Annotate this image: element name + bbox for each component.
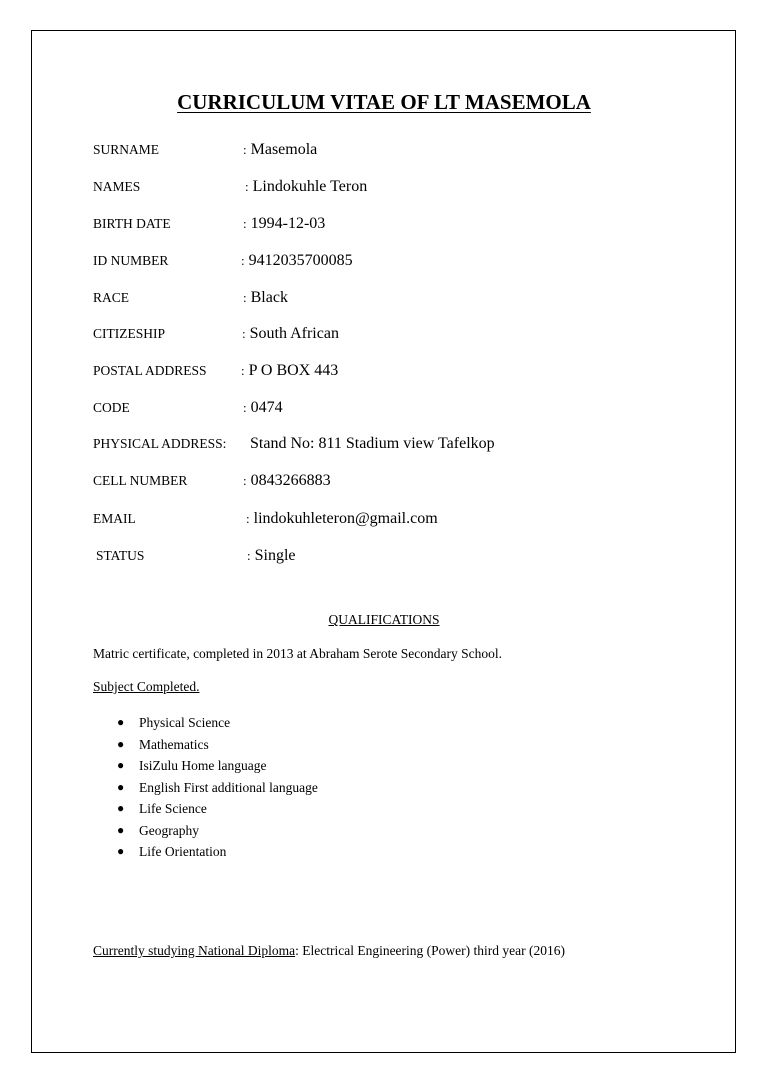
- bullet-icon: ●: [117, 715, 125, 729]
- detail-row-cell-number: [93, 467, 713, 491]
- detail-row-race: [93, 284, 713, 308]
- detail-label: CODE: [93, 400, 130, 415]
- detail-value: : Single: [247, 547, 296, 564]
- list-item: ● Mathematics: [93, 734, 318, 756]
- subjects-heading: Subject Completed.: [93, 679, 200, 694]
- detail-row-citizenship: [93, 320, 713, 344]
- list-item: ● Geography: [93, 820, 318, 842]
- bullet-icon: ●: [117, 801, 125, 815]
- bullet-icon: ●: [117, 779, 125, 794]
- page-title: CURRICULUM VITAE OF LT MASEMOLA: [177, 90, 591, 114]
- list-item: ● English First additional language: [93, 777, 318, 799]
- detail-label: STATUS: [96, 548, 145, 563]
- detail-value: : lindokuhleteron@gmail.com: [246, 510, 438, 527]
- detail-row-names: [93, 173, 713, 197]
- bullet-icon: ●: [117, 844, 125, 858]
- detail-row-postal-address: [93, 357, 713, 381]
- detail-label: BIRTH DATE: [93, 216, 171, 231]
- currently-studying-detail: : Electrical Engineering (Power) third year (2016): [295, 943, 566, 958]
- list-item: ● Life Science: [93, 798, 318, 820]
- detail-row-physical-address: [93, 430, 713, 454]
- matric-text: Matric certificate, completed in 2013 at Abraham Serote Secondary School.: [93, 646, 502, 661]
- detail-label: SURNAME: [93, 142, 160, 157]
- detail-value: Stand No: 811 Stadium view Tafelkop: [250, 435, 495, 452]
- detail-row-status: [93, 542, 713, 566]
- bullet-icon: ●: [117, 736, 125, 751]
- detail-label: ID NUMBER: [93, 253, 169, 268]
- detail-value: : P O BOX 443: [241, 362, 339, 379]
- detail-value: : 0843266883: [243, 472, 331, 489]
- currently-studying-label: Currently studying National Diploma: [93, 943, 296, 958]
- detail-label: RACE: [93, 290, 130, 305]
- detail-row-code: [93, 394, 713, 418]
- detail-label: POSTAL ADDRESS: [93, 363, 207, 378]
- detail-row-surname: [93, 136, 713, 160]
- detail-value: : South African: [242, 325, 339, 342]
- detail-value: : 1994-12-03: [243, 215, 326, 232]
- detail-row-birth-date: [93, 210, 713, 234]
- qualifications-heading: QUALIFICATIONS: [328, 612, 440, 627]
- subjects-list: [93, 712, 318, 863]
- detail-row-email: [93, 505, 713, 529]
- detail-value: : Masemola: [243, 141, 318, 158]
- detail-label: PHYSICAL ADDRESS:: [93, 436, 227, 451]
- detail-label: CELL NUMBER: [93, 473, 188, 488]
- detail-label: NAMES: [93, 179, 141, 194]
- list-item: ● Life Orientation: [93, 841, 318, 863]
- detail-label: CITIZESHIP: [93, 326, 165, 341]
- detail-value: : 0474: [243, 399, 283, 416]
- list-item: ● Physical Science: [93, 712, 318, 734]
- detail-label: EMAIL: [93, 511, 136, 526]
- detail-value: : Lindokuhle Teron: [245, 178, 368, 195]
- bullet-icon: ●: [117, 822, 125, 837]
- currently-studying: [93, 943, 565, 959]
- detail-value: : 9412035700085: [241, 252, 353, 269]
- bullet-icon: ●: [117, 758, 125, 772]
- detail-row-id-number: [93, 247, 713, 271]
- detail-value: : Black: [243, 289, 288, 306]
- list-item: ● IsiZulu Home language: [93, 755, 318, 777]
